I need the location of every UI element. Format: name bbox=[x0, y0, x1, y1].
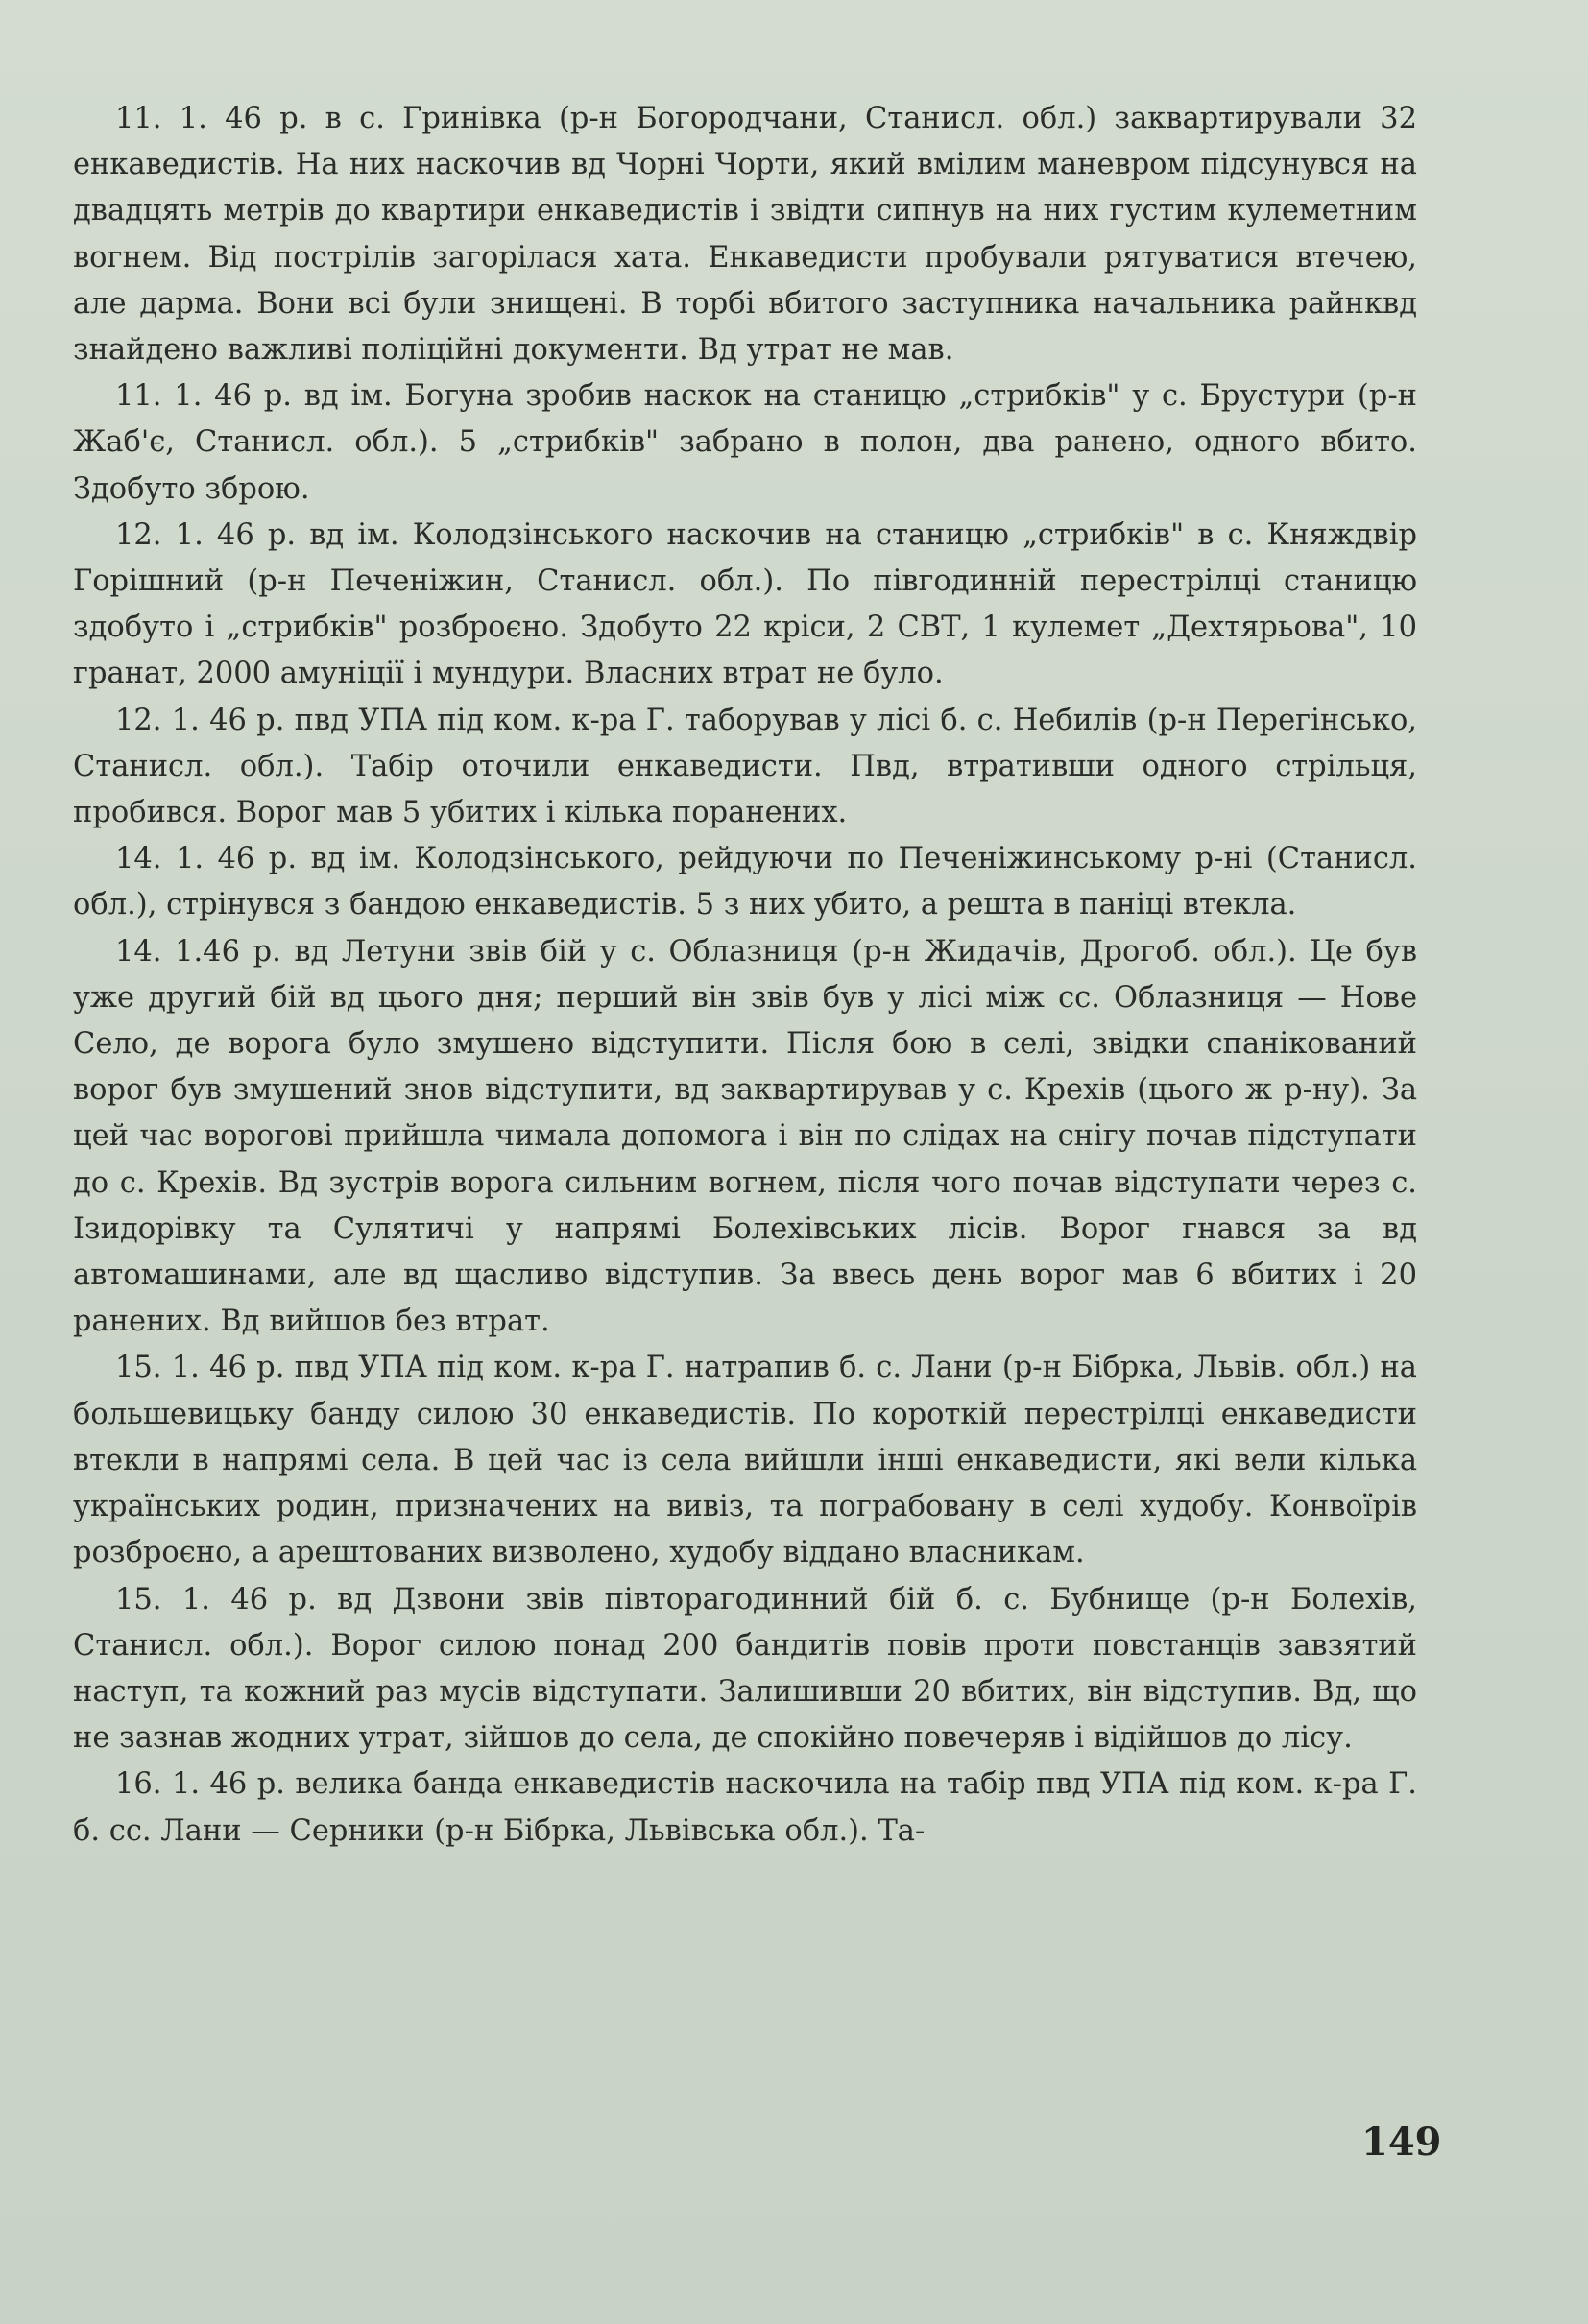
paragraph-4: 12. 1. 46 р. пвд УПА під ком. к-ра Г. таборував у лісі б. с. Небилів (р-н Перегінсько, Станисл. обл.). Табір оточили енкаведисти. Пвд, втративши одного стрільця, пробився. Ворог мав 5 убитих і кілька поранених. bbox=[73, 703, 1417, 830]
paragraph-6: 14. 1.46 р. вд Летуни звів бій у с. Облазниця (р-н Жидачів, Дрогоб. обл.). Це був уже другий бій вд цього дня; перший він звів був у лісі між сс. Облазниця — Нове Село, де ворога було змушено відступити. Після бою в селі, звідки спанікований ворог був змушений знов відступити, вд заквартирував у с. Крехів (цього ж р-ну). За цей час ворогові прийшла чимала допомога і він по слідах на снігу почав підступати до с. Крехів. Вд зустрів ворога сильним вогнем, після чого почав відступати через с. Ізидорівку та Сулятичі у напрямі Болехівських лісів. Ворог гнався за вд автомашинами, але вд щасливо відступив. За ввесь день ворог мав 6 вбитих і 20 ранених. Вд вийшов без втрат. bbox=[73, 934, 1417, 1339]
paragraph-2: 11. 1. 46 р. вд ім. Богуна зробив наскок на станицю „стрибків" у с. Брустури (р-н Жаб'є, Станисл. обл.). 5 „стрибків" забрано в полон, два ранено, одного вбито. Здобуто зброю. bbox=[73, 379, 1417, 506]
paragraph-1: 11. 1. 46 р. в с. Гринівка (р-н Богородчани, Станисл. обл.) заквартирували 32 енкаведистів. На них наскочив вд Чорні Чорти, який вмілим маневром підсунувся на двадцять метрів до квартири енкаведистів і звідти сипнув на них густим кулеметним вогнем. Від пострілів загорілася хата. Енкаведисти пробували рятуватися втечею, але дарма. Вони всі були знищені. В торбі вбитого заступника начальника райнквд знайдено важливі поліційні документи. Вд утрат не мав. bbox=[73, 102, 1417, 368]
body-text bbox=[73, 96, 1417, 1855]
paragraph-5: 14. 1. 46 р. вд ім. Колодзінського, рейдуючи по Печеніжинському р-ні (Станисл. обл.), стрінувся з бандою енкаведистів. 5 з них убито, а решта в паніці втекла. bbox=[73, 842, 1417, 922]
page-number: 149 bbox=[1361, 2120, 1442, 2165]
paragraph-7: 15. 1. 46 р. пвд УПА під ком. к-ра Г. натрапив б. с. Лани (р-н Бібрка, Львів. обл.) на большевицьку банду силою 30 енкаведистів. По короткій перестрілці енкаведисти втекли в напрямі села. В цей час із села вийшли інші енкаведисти, які вели кілька українських родин, призначених на вивіз, та пограбовану в селі худобу. Конвоїрів розброєно, а арештованих визволено, худобу віддано власникам. bbox=[73, 1351, 1417, 1570]
paragraph-9: 16. 1. 46 р. велика банда енкаведистів наскочила на табір пвд УПА під ком. к-ра Г. б. сс. Лани — Серники (р-н Бібрка, Львівська обл.). Та- bbox=[73, 1767, 1417, 1848]
paragraph-8: 15. 1. 46 р. вд Дзвони звів півторагодинний бій б. с. Бубнище (р-н Болехів, Станисл. обл.). Ворог силою понад 200 бандитів повів проти повстанців завзятий наступ, та кожний раз мусів відступати. Залишивши 20 вбитих, він відступив. Вд, що не зазнав жодних утрат, зійшов до села, де спокійно повечеряв і відійшов до лісу. bbox=[73, 1582, 1417, 1756]
paragraph-3: 12. 1. 46 р. вд ім. Колодзінського наскочив на станицю „стрибків" в с. Княждвір Горішний (р-н Печеніжин, Станисл. обл.). По півгодинній перестрілці станицю здобуто і „стрибків" розброєно. Здобуто 22 кріси, 2 СВТ, 1 кулемет „Дехтярьова", 10 гранат, 2000 амуніції і мундури. Власних втрат не було. bbox=[73, 517, 1417, 691]
